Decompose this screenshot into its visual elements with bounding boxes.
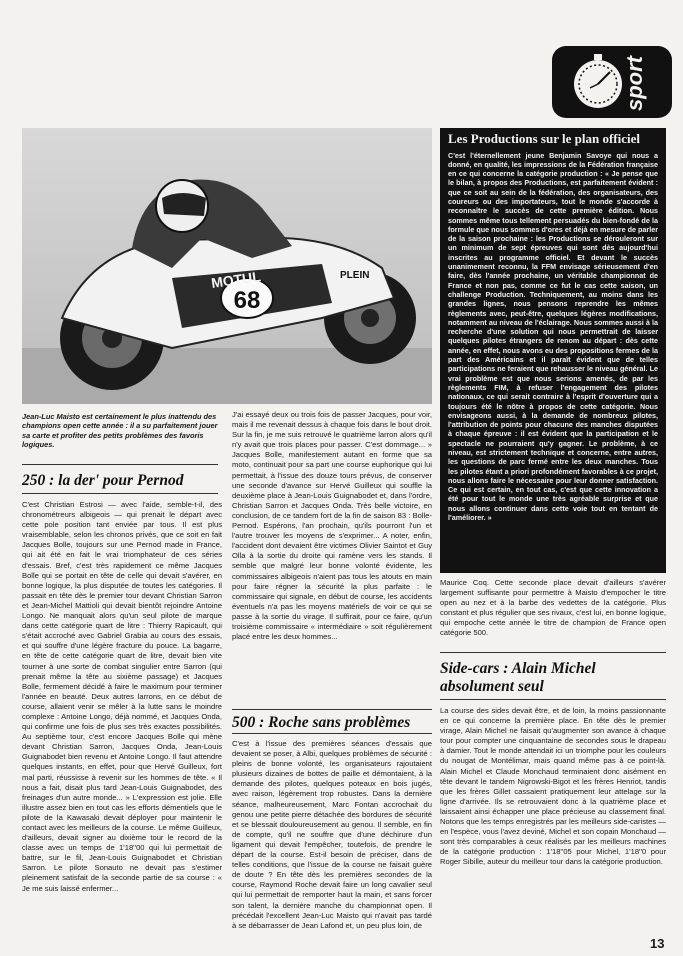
photo-caption: Jean-Luc Maisto est certainement le plus inattendu des champions open cette année : il a su parfaitement jouer sa carte et profiter des petits problèmes des favoris logiques.	[22, 412, 218, 450]
article-250-title: 250 : la der' pour Pernod	[22, 472, 184, 489]
sidebar-box	[440, 128, 666, 573]
article-250-col2	[232, 410, 432, 704]
divider	[232, 709, 432, 710]
motorcycle-racer-photo	[22, 128, 432, 404]
page-number: 13	[650, 936, 665, 951]
sidebar-title: Les Productions sur le plan officiel	[448, 131, 640, 146]
article-250-col2-text: J'ai essayé deux ou trois fois de passer Jacques, pour voir, mais il me revenait dessus à chaque fois dans le bout droit. Sur la fin, je me suis retrouvé le quatrième larron alors qu'il n'y avait que trois places pour passer. C'est dommage... » Jacques Bolle, manifestement autant en forme que sa moto, continuait pour sa part une course euphorique qui lui permettait, à l'issue des douze tours prévus, de conserver une seconde d'avance sur Hervé Guilleux qui souffle la deuxième place à Jean-Louis Guignabodet et, dans l'ordre, Christian Sarron et Jacques Onda. Très belle victoire, en conclusion, de ce tandem fort de la fin de saison 83 : Bolle-Pernod. Espérons, l'an prochain, qu'ils pourront l'un et l'autre trouver les moyens de s'exprimer... A noter, enfin, l'accident dont devaient être victimes Olivier Saintot et Guy Olla à la sortie du droite qui ramène vers les stands. Il semble que malgré leur bonne volonté évidente, les commissaires albigeois n'aient pas tous les atouts en main pour faire régner la sécurité la plus parfaite : le commissaire qui signale, en début de course, les accidents éventuels n'a pas les moyens matériels de voir ce qui se passe à la sortie du virage. Il suffirait, pour ce faire, qu'un troisième commissaire « intermédiaire » soit régulièrement placé entre les deux hommes...	[232, 410, 432, 642]
article-500-text: C'est à l'issue des premières séances d'essais que devaient se poser, à Albi, quelques problèmes de sécurité : pleins de bonne volonté, les organisateurs rajoutaient plusieurs dizaines de bottes de paille et démontaient, à la demande des pilotes, quelques poteaux en bois jugés, avec raison, légèrement trop robustes. Dans la dernière séance, malheureusement, Marc Fontan accrochait du genou une petite pierre détachée des bordures de sécurité et se blessait douloureusement au genou. Il semble, en fin de compte, qu'il ne souffre que d'une déchirure d'un ligament qui devait l'empêcher, toutefois, de prendre le départ de la course. Est-il besoin de préciser, dans de telles conditions, que l'issue de la course ne faisait guère de doute ? En tête dès les premières secondes de la course, Raymond Roche devait faire un long cavalier seul qui lui permettait de remporter haut la main, et sans forcer son talent, la dernière manche du championnat open. Il précédait l'excellent Jean-Luc Maisto qui n'avait pas tardé à se débarrasser de Jean Lafond et, un peu plus loin, de	[232, 739, 432, 929]
article-sidecars-title: Side-cars : Alain Michel absolument seul	[440, 660, 596, 695]
divider	[22, 493, 218, 494]
article-sidecars-text: La course des sides devait être, et de loin, la moins passionnante en ce qui concerne la première place. En tête dès le premier virage, Alain Michel ne faisait qu'augmenter son avance à chaque tour pour compter une cinquantaine de secondes sous le drapeau à damier. Tout le monde attendait ici un triomphe pour les couleurs du nougat de Montélimar, mais quand même pas à ce point-là. Alain Michel et Claude Monchaud terminaient donc aisément en tête devant le tandem Nigrowski-Bigot et les frères Henriot, tandis que les frères Gillet cassaient pratiquement leur attelage sur la ligne d'arrivée. Ils se retrouvaient donc à la quatrième place et laissaient ainsi échapper une place précieuse au classement final. Notons que les temps enregistrés par les meilleurs side-caristes — en l'espèce, vous l'avez deviné, Michel et son copain Monchaud — sont très comparables à ceux réalisés par les meilleurs machines de la catégorie production : 1'18''05 pour Michel, 1'18''0 pour Roger Sibille, auteur du meilleur tour dans la catégorie production.	[440, 706, 666, 867]
logo-text: sport	[622, 56, 647, 112]
article-500-continuation-text: Maurice Coq. Cette seconde place devait d'ailleurs s'avérer largement suffisante pour permettre à Maisto d'empocher le titre open au nez et à la barbe des vedettes de la catégorie. Plus constant et plus régulier que ses rivaux, c'est lui, en bonne logique, qui empoche cette année le titre de champion de France open catégorie 500.	[440, 578, 666, 638]
divider	[22, 464, 218, 465]
bike-number: 68	[233, 287, 261, 314]
article-sidecars-body	[440, 706, 666, 932]
fairing-decal: PLEIN	[340, 270, 370, 281]
divider	[232, 733, 432, 734]
article-500-body	[232, 739, 432, 929]
sidebar-body: C'est l'éternellement jeune Benjamin Savoye qui nous a donné, en qualité, les impressions de la Fédération française en ce qui concerne la catégorie production : « Je pense que le bilan, à propos des Productions, est parfaitement évident : que ce soit au sein de la fédération, des organisateurs, des coureurs ou des importateurs, tout le monde s'accorde à reconnaître le succès de cette première édition. Nous sommes même tous tellement persuadés du bien-fondé de la formule que nous sommes d'ores et déjà en mesure de parler de la saison prochaine : les Productions se dérouleront sur un minimum de sept épreuves qui sont dès aujourd'hui inscrites au programme officiel. Et devant le succès unanimement reconnu, la FFM envisage sérieusement d'en faire, dès l'année prochaine, un véritable championnat de France et non pas, comme ce fut le cas cette saison, un challenge Production. Techniquement, au moins dans les grandes lignes, nous pensons reprendre les mêmes règlements avec, peut-être, quelques légères modifications, notamment au niveau de l'éclairage. Nous sommes aussi à la recherche d'une solution qui nous permettrait de laisser quelques pilotes étrangers de renom au départ : dès cette année, en effet, nous avons eu des propositions fermes de la part des Américains et il paraît évident que de telles participations ne feraient que rehausser le niveau général. Le vrai problème est que nous serions amenés, de par les règlements FIM, à refuser l'engagement des pilotes nationaux, ce qui serait contraire à l'esprit d'ouverture qui a toujours été le nôtre à propos de cette catégorie. Nous envisageons aussi, à la demande de nombreux pilotes, l'attribution de points pour chacune des manches disputées à chaque épreuve : il est évident que la participation et le spectacle ne pourraient qu'y gagner. Le problème, à ce niveau, est strictement technique et concerne, entre autres, les questions de parc fermé entre les deux manches. Tous les pilotes étant a priori profondément favorables à ce projet, nous allons faire le nécessaire pour leur donner satisfaction. Ce qui est certain, en tout cas, c'est que cette innovation a été pour tout le monde une très agréable surprise et que nous allons continuer dans cette voie tout en tentant de l'améliorer. »	[448, 150, 658, 523]
divider	[440, 699, 666, 700]
article-250-col1-text: C'est Christian Estrosi — avec l'aide, semble-t-il, des chronométreurs albigeois — qui prenait le départ avec cette pole position tant enviée par tous. Il est plus vraisemblable, selon les chronos privés, que ce soit en fait Jacques Bolle, toujours sur une Pernod made in France, qui ait été en fait le vrai triomphateur de ces séries d'essais. Bref, c'est très rapidement ce même Jacques Bolle qui se portait en tête de celle qui devait s'avérer, en bonne logique, la plus disputée de toutes les catégories. Il passait en tête dès le premier tour devant Christian Sarron et Jean-Michel Mattioli qui devait bientôt rejoindre Antoine Longo. Ne manquait alors qu'un seul pilote de marque dans cette catégorie quart de litre : Thierry Rapicault, qui s'était accroché avec Gabriel Grabia au cours des essais, et qui souffre d'une légère fracture du pouce. La bagarre, en tête de cette catégorie quart de litre, devait bien vite tourner à une sorte de combat singulier entre Sarron (qui prenait même la tête au sixième passage) et Jacques Bolle, fermement décidé à faire le maximum pour terminer l'année en beauté. Deux autres larrons, en ce début de course, allaient venir se mêler à la lutte sans le moindre complexe : Antoine Longo, déjà nommé, et Jacques Onda, qui confirme une fois de plus ses très exactes possibilités. Au septième tour, c'est encore Jacques Bolle qui mène devant Christian Sarron, Jacques Onda, Jean-Louis Guignabodet bien revenu et Antoine Longo. Il faut attendre quelques instants, en effet, pour que Hervé Guilleux, fort mal parti, réussisse à revenir sur les hommes de tête. « Il nous a fait, disait plus tard Jean-Louis Guignabodet, des freinages d'un autre monde... » L'expression est jolie. Elle illustre assez bien en tout cas les efforts démentiels que le pilote de la Kawasaki devait déployer pour maintenir le contact avec les meilleurs de la course. Le même Guilleux, d'ailleurs, devait signer au dixième tour le record de la classe avec un temps de 1'18''00 qui lui permettait de battre, sur le fil, Jean-Louis Guignabodet et Christian Sarron. Le pilote Sonauto ne devait pas s'estimer pleinement satisfait de la seconde partie de sa course : « Je me suis laissé enfermer...	[22, 500, 222, 893]
sponsor-decal: MOTUL	[210, 268, 262, 291]
article-500-continuation	[440, 578, 666, 646]
divider	[440, 652, 666, 653]
sport-logo	[552, 46, 672, 118]
article-500-title: 500 : Roche sans problèmes	[232, 714, 411, 731]
article-250-col1	[22, 500, 222, 925]
